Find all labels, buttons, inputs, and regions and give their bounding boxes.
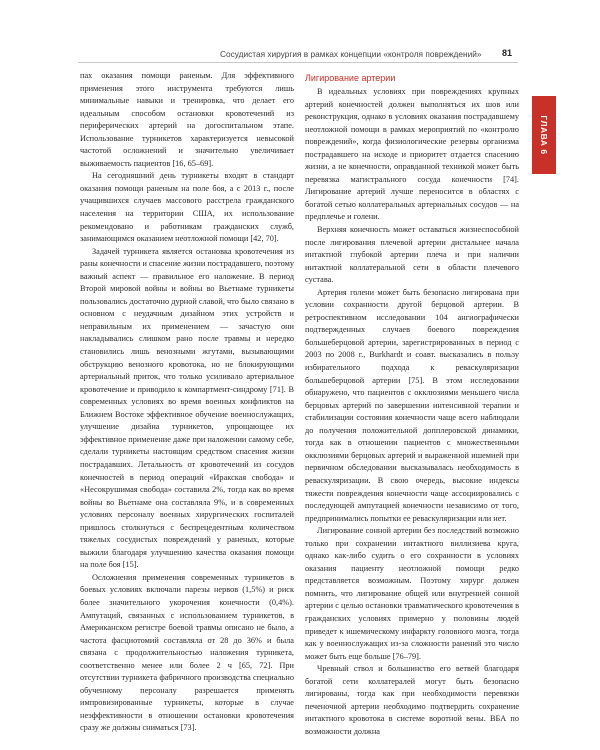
paragraph: Осложнения применения современных турникетов в боевых условиях включали парезы нервов (1,5%) и риск более значительного укорочения конечности (0,4%). Ампутаций, связанных с использованием турникетов, в Американском регистре боевой травмы описано не было, а частота фасциотомий составляла от 28 до 36% и была связана с продолжительностью наложения турникета, соответственно менее или более 2 ч [65, 72]. При отсутствии турникета фабричного производства специально обученному персоналу разрешается применять импровизированные турникеты, которые в случае неэффективности в отношении остановки кровотечения сразу же должны сниматься [73].: [80, 572, 294, 733]
left-column: [80, 70, 294, 735]
paragraph: На сегодняшний день турникеты входят в стандарт оказания помощи раненым на поле боя, а с 2013 г., после учащившихся случаев массового расстрела гражданского населения на территории США, их использование рекомендовано и работникам гражданских служб, занимающимся оказанием неотложной помощи [42, 70].: [80, 171, 294, 244]
header-rule: [78, 62, 518, 63]
paragraph: Задачей турникета является остановка кровотечения из раны конечности и спасение жизни пострадавшего, поэтому важный аспект — правильное его наложение. В период Второй мировой войны и войны во Вьетнаме турникеты пользовались достаточно дурной славой, что было связано в основном с неудачным дизайном этих устройств и неправильным их применением — зачастую они накладывались слишком рано после травмы и нередко становились лишь венозными жгутами, вызывающими обструкцию венозного кровотока, но не блокирующими артериальный приток, что только усиливало артериальное кровотечение и приводило к компартмент-синдрому [71]. В современных условиях во время военных конфликтов на Ближнем Востоке эффективное обучение военнослужащих, улучшение дизайна турникетов, упрощающее их эффективное применение даже при наложении самому себе, сделали турникеты настоящим средством спасения жизни пострадавших. Летальность от кровотечений из сосудов конечностей в период операций «Иракская свобода» и «Несокрушимая свобода» составила 2%, тогда как во время войны во Вьетнаме она составляла 9%, и в современных условиях персоналу военных хирургических госпиталей пришлось столкнуться с беспрецедентным количеством тяжелых сосудистых повреждений у раненых, которые выжили благодаря улучшению качества оказания помощи на поле боя [15].: [80, 246, 294, 570]
paragraph: Верхняя конечность может оставаться жизнеспособной после лигирования плечевой артерии дистальнее начала интактной глубокой артерии плеча и при наличии интактной коллатеральной сети в области плечевого сустава.: [305, 225, 519, 285]
paragraph: Лигирование сонной артерии без последствий возможно только при сохранении интактного виллизиева круга, однако как-либо судить о его сохранности в условиях оказания пациенту неотложной помощи редко представляется возможным. Поэтому хирург должен помнить, что лигирование общей или внутренней сонной артерии с целью остановки травматического кровотечения в гражданских условиях примерно у половины людей приведет к ишемическому инфаркту головного мозга, тогда как у военнослужащих из-за сложности ранений это число может быть еще больше [76–79].: [305, 526, 519, 661]
chapter-tab: [532, 96, 556, 174]
paragraph: Артерия голени может быть безопасно лигирована при условии сохранности другой берцовой артерии. В ретроспективном исследовании 104 ангиографически подтвержденных случаев боевого повреждения большеберцовой артерии, зарегистрированных в период с 2003 по 2008 г., Burkhardt и соавт. высказались в пользу избирательного подхода к реваскуляризации большеберцовой артерии [75]. В этом исследовании обнаружено, что пациентов с окклюзиями меньшего числа берцовых артерий по завершении интенсивной терапии и стабилизации состояния конечности чаще всего наблюдали до получения положительной допплеровской динамики, тогда как в отношении пациентов с множественными окклюзиями берцовых артерий и выраженной ишемией при первичном обследовании высказывалась необходимость в реваскуляризации. В свою очередь, высокие индексы тяжести повреждения конечности чаще ассоциировались с последующей ампутацией конечности независимо от того, предпринимались попытки ее реваскуляризации или нет.: [305, 287, 519, 523]
paragraph: В идеальных условиях при повреждениях крупных артерий конечностей должен выполняться их шов или реконструкция, однако в условиях оказания пострадавшему неотложной помощи в рамках мероприятий по «контролю повреждений», когда физиологические резервы организма пострадавшего на исходе и приоритет отдается спасению жизни, а не конечности, оправданной техникой может быть перевязка магистрального сосуда конечности [74]. Лигирование артерий лучше переносится в областях с богатой сетью коллатеральных артериальных сосудов — на предплечье и голени.: [305, 87, 519, 222]
running-title: Сосудистая хирургия в рамках концепции «контроля повреждений»: [220, 49, 482, 59]
page-number: 81: [502, 48, 513, 58]
section-heading: Лигирование артерии: [305, 73, 396, 83]
page-header: [0, 0, 600, 60]
paragraph: пах оказания помощи раненым. Для эффективного применения этого инструмента требуются лишь минимальные навыки и тренировка, что делает его идеальным способом остановки кровотечений из периферических артерий на догоспитальном этапе. Использование турникетов характеризуется невысокой частотой осложнений и значительно увеличивает выживаемость пациентов [16, 65–69].: [80, 71, 294, 168]
paragraph: Чревный ствол и большинство его ветвей благодаря богатой сети коллатералей могут быть безопасно лигированы, тогда как при необходимости перевязки печеночной артерии необходимо подтвердить сохранение интактного кровотока в системе воротной вены. ВБА по возможности должна: [305, 664, 519, 736]
right-column: [305, 70, 519, 738]
chapter-tab-label: ГЛАВА 6: [539, 115, 549, 155]
